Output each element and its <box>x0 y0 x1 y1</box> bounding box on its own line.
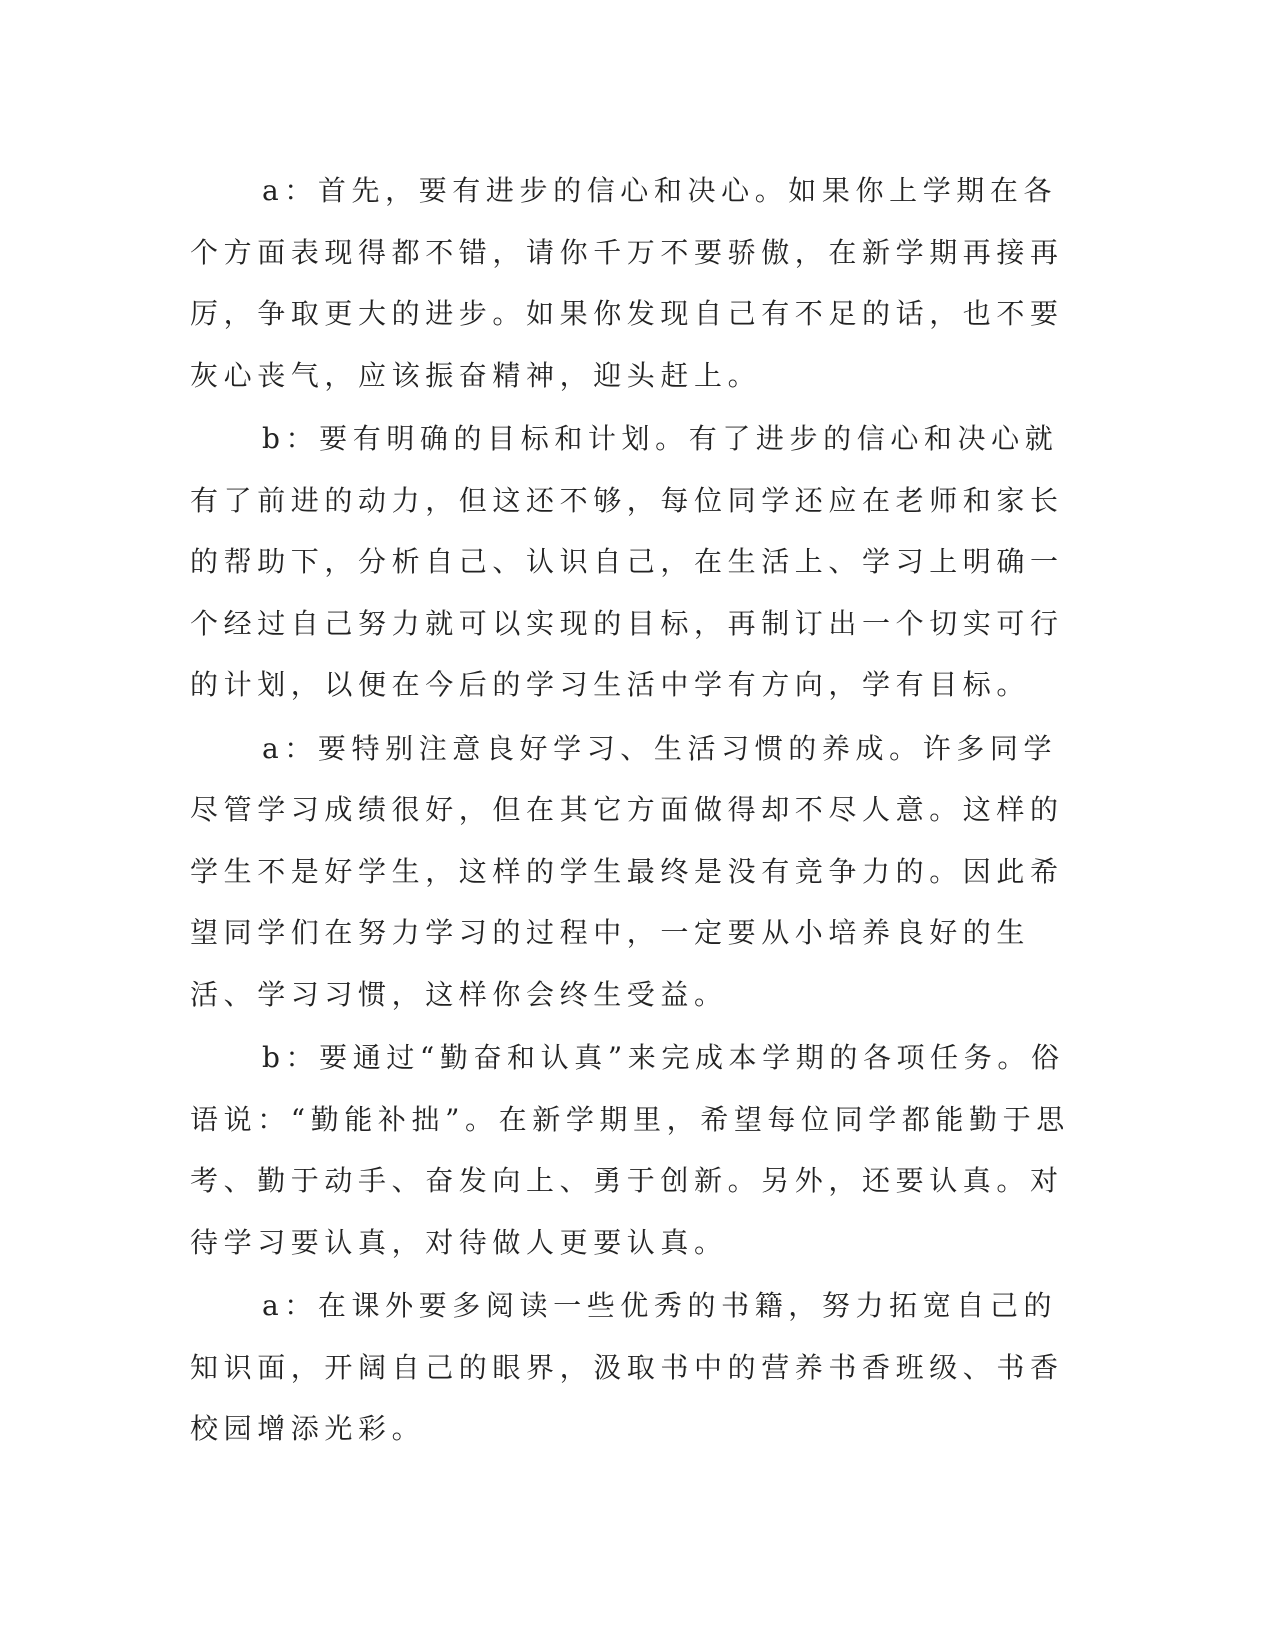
paragraph-5: a：在课外要多阅读一些优秀的书籍，努力拓宽自己的知识面，开阔自己的眼界，汲取书中的营养书香班级、书香校园增添光彩。 <box>190 1289 1064 1445</box>
paragraph-4: b：要通过“勤奋和认真”来完成本学期的各项任务。俗语说：“勤能补拙”。在新学期里，希望每位同学都能勤于思考、勤于动手、奋发向上、勇于创新。另外，还要认真。对待学习要认真，对待做人更要认真。 <box>190 1041 1070 1259</box>
paragraph-3: a：要特别注意良好学习、生活习惯的养成。许多同学尽管学习成绩很好，但在其它方面做得却不尽人意。这样的学生不是好学生，这样的学生最终是没有竞争力的。因此希望同学们在努力学习的过程中，一定要从小培养良好的生活、学习习惯，这样你会终生受益。 <box>190 731 1064 1011</box>
paragraph-2: b：要有明确的目标和计划。有了进步的信心和决心就有了前进的动力，但这还不够，每位同学还应在老师和家长的帮助下，分析自己、认识自己，在生活上、学习上明确一个经过自己努力就可以实现的目标，再制订出一个切实可行的计划，以便在今后的学习生活中学有方向，学有目标。 <box>190 422 1064 701</box>
paragraph-1: a：首先，要有进步的信心和决心。如果你上学期在各个方面表现得都不错，请你千万不要骄傲，在新学期再接再厉，争取更大的进步。如果你发现自己有不足的话，也不要灰心丧气，应该振奋精神，迎头赶上。 <box>190 174 1064 392</box>
document-body <box>190 160 1070 1462</box>
